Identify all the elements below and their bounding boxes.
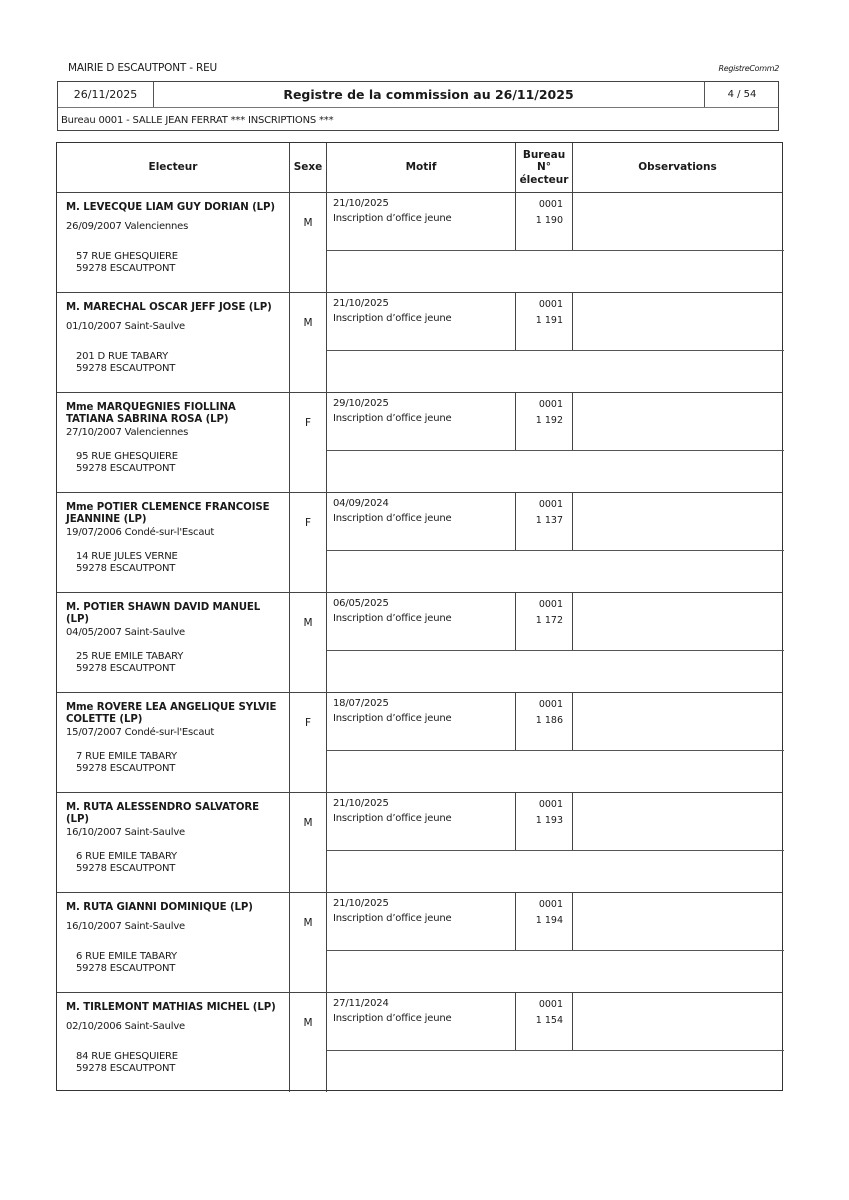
elector-number: 1 154	[535, 1015, 563, 1026]
elector-birth: 15/07/2007 Condé-sur-l'Escaut	[66, 727, 215, 738]
motif-date: 21/10/2025	[333, 898, 389, 909]
motif-date: 29/10/2025	[333, 398, 389, 409]
motif-row	[327, 593, 784, 651]
motif-cell	[327, 993, 516, 1050]
elector-number: 1 194	[535, 915, 563, 926]
electeur-cell	[57, 393, 290, 492]
header-date: 26/11/2025	[58, 82, 154, 107]
header-title-row	[58, 82, 778, 108]
notes-cell	[327, 651, 782, 692]
bureau-cell	[516, 793, 573, 850]
address-city: 59278 ESCAUTPONT	[76, 563, 176, 574]
motif-row	[327, 893, 784, 951]
elector-name: Mme ROVERE LEA ANGELIQUE SYLVIE COLETTE (LP)	[66, 702, 277, 725]
motif-row	[327, 793, 784, 851]
notes-cell	[327, 451, 782, 492]
address-city: 59278 ESCAUTPONT	[76, 963, 176, 974]
motif-text: Inscription d’office jeune	[333, 413, 452, 424]
bureau-cell	[516, 193, 573, 250]
elector-name: M. RUTA GIANNI DOMINIQUE (LP)	[66, 902, 253, 913]
elector-birth: 16/10/2007 Saint-Saulve	[66, 827, 185, 838]
bureau-code: 0001	[538, 199, 563, 210]
elector-name: Mme POTIER CLEMENCE FRANCOISE JEANNINE (LP)	[66, 502, 270, 525]
motif-date: 21/10/2025	[333, 198, 389, 209]
address-city: 59278 ESCAUTPONT	[76, 863, 176, 874]
motif-text: Inscription d’office jeune	[333, 1013, 452, 1024]
document-header	[57, 81, 779, 131]
address-street: 57 RUE GHESQUIERE	[76, 251, 178, 262]
motif-row	[327, 993, 784, 1051]
table-row	[57, 193, 782, 293]
elector-birth: 19/07/2006 Condé-sur-l'Escaut	[66, 527, 215, 538]
address-street: 6 RUE EMILE TABARY	[76, 851, 177, 862]
column-header-sexe: Sexe	[290, 143, 327, 192]
motif-cell	[327, 293, 516, 350]
motif-cell	[327, 193, 516, 250]
registry-table	[56, 142, 783, 1091]
electeur-cell	[57, 993, 290, 1092]
notes-cell	[327, 1051, 782, 1092]
sexe-cell: M	[290, 993, 327, 1092]
electeur-cell	[57, 693, 290, 792]
table-row	[57, 293, 782, 393]
elector-birth: 27/10/2007 Valenciennes	[66, 427, 189, 438]
observations-cell	[573, 693, 782, 750]
bureau-code: 0001	[538, 699, 563, 710]
motif-date: 21/10/2025	[333, 298, 389, 309]
address-street: 201 D RUE TABARY	[76, 351, 169, 362]
motif-date: 06/05/2025	[333, 598, 389, 609]
observations-cell	[573, 993, 782, 1050]
elector-number: 1 192	[535, 415, 563, 426]
electeur-cell	[57, 793, 290, 892]
sexe-cell: F	[290, 493, 327, 592]
elector-birth: 26/09/2007 Valenciennes	[66, 221, 189, 232]
observations-cell	[573, 293, 782, 350]
motif-text: Inscription d’office jeune	[333, 713, 452, 724]
notes-cell	[327, 851, 782, 892]
elector-address	[76, 351, 175, 375]
bureau-code: 0001	[538, 299, 563, 310]
sexe-cell: F	[290, 693, 327, 792]
bureau-cell	[516, 893, 573, 950]
bureau-cell	[516, 393, 573, 450]
motif-cell	[327, 693, 516, 750]
motif-cell	[327, 793, 516, 850]
table-row	[57, 693, 782, 793]
elector-address	[76, 551, 178, 575]
column-header-bureau	[516, 143, 573, 192]
address-street: 84 RUE GHESQUIERE	[76, 1051, 178, 1062]
sexe-cell: M	[290, 193, 327, 292]
bureau-code: 0001	[538, 799, 563, 810]
report-reference: RegistreComm2	[718, 64, 779, 73]
electeur-cell	[57, 893, 290, 992]
motif-text: Inscription d’office jeune	[333, 613, 452, 624]
bureau-code: 0001	[538, 499, 563, 510]
address-city: 59278 ESCAUTPONT	[76, 263, 176, 274]
electeur-cell	[57, 193, 290, 292]
table-row	[57, 793, 782, 893]
elector-number: 1 190	[535, 215, 563, 226]
notes-cell	[327, 551, 782, 592]
bureau-code: 0001	[538, 899, 563, 910]
elector-address	[76, 651, 183, 675]
address-street: 95 RUE GHESQUIERE	[76, 451, 178, 462]
observations-cell	[573, 493, 782, 550]
elector-name: M. MARECHAL OSCAR JEFF JOSE (LP)	[66, 302, 272, 313]
motif-text: Inscription d’office jeune	[333, 813, 452, 824]
elector-birth: 01/10/2007 Saint-Saulve	[66, 321, 185, 332]
motif-row	[327, 493, 784, 551]
motif-cell	[327, 593, 516, 650]
address-city: 59278 ESCAUTPONT	[76, 463, 176, 474]
motif-cell	[327, 893, 516, 950]
observations-cell	[573, 193, 782, 250]
sexe-cell: M	[290, 893, 327, 992]
bureau-cell	[516, 593, 573, 650]
elector-name: M. LEVECQUE LIAM GUY DORIAN (LP)	[66, 202, 275, 213]
column-header-bureau-line2: N°	[536, 161, 552, 174]
electeur-cell	[57, 593, 290, 692]
elector-address	[76, 251, 178, 275]
motif-text: Inscription d’office jeune	[333, 913, 452, 924]
motif-date: 18/07/2025	[333, 698, 389, 709]
column-header-electeur: Electeur	[57, 143, 290, 192]
bureau-cell	[516, 493, 573, 550]
page-title: Registre de la commission au 26/11/2025	[283, 87, 574, 102]
motif-date: 27/11/2024	[333, 998, 389, 1009]
elector-number: 1 191	[535, 315, 563, 326]
bureau-cell	[516, 293, 573, 350]
electeur-cell	[57, 293, 290, 392]
bureau-code: 0001	[538, 599, 563, 610]
table-row	[57, 393, 782, 493]
column-header-observations: Observations	[638, 161, 717, 174]
bureau-line: Bureau 0001 - SALLE JEAN FERRAT *** INSCRIPTIONS ***	[61, 114, 334, 126]
motif-cell	[327, 493, 516, 550]
motif-date: 04/09/2024	[333, 498, 389, 509]
motif-text: Inscription d’office jeune	[333, 513, 452, 524]
motif-date: 21/10/2025	[333, 798, 389, 809]
notes-cell	[327, 951, 782, 992]
sexe-cell: F	[290, 393, 327, 492]
bureau-code: 0001	[538, 999, 563, 1010]
elector-number: 1 186	[535, 715, 563, 726]
electeur-cell	[57, 493, 290, 592]
motif-row	[327, 393, 784, 451]
elector-address	[76, 451, 178, 475]
motif-row	[327, 693, 784, 751]
sexe-cell: M	[290, 293, 327, 392]
observations-cell	[573, 893, 782, 950]
address-street: 25 RUE EMILE TABARY	[76, 651, 184, 662]
column-header-bureau-line3: électeur	[519, 173, 569, 186]
elector-name: M. POTIER SHAWN DAVID MANUEL (LP)	[66, 602, 261, 625]
elector-number: 1 193	[535, 815, 563, 826]
column-header-bureau-line1: Bureau	[522, 148, 566, 161]
elector-birth: 04/05/2007 Saint-Saulve	[66, 627, 185, 638]
address-city: 59278 ESCAUTPONT	[76, 763, 176, 774]
motif-text: Inscription d’office jeune	[333, 313, 452, 324]
address-street: 7 RUE EMILE TABARY	[76, 751, 177, 762]
observations-cell	[573, 393, 782, 450]
elector-number: 1 137	[535, 515, 563, 526]
elector-name: Mme MARQUEGNIES FIOLLINA TATIANA SABRINA ROSA (LP)	[66, 402, 236, 425]
address-street: 6 RUE EMILE TABARY	[76, 951, 177, 962]
elector-address	[76, 1051, 178, 1075]
bureau-code: 0001	[538, 399, 563, 410]
elector-address	[76, 951, 177, 975]
address-city: 59278 ESCAUTPONT	[76, 363, 176, 374]
motif-row	[327, 293, 784, 351]
organization-label: MAIRIE D ESCAUTPONT - REU	[68, 62, 217, 74]
address-city: 59278 ESCAUTPONT	[76, 663, 176, 674]
column-header-motif: Motif	[327, 143, 516, 192]
elector-name: M. TIRLEMONT MATHIAS MICHEL (LP)	[66, 1002, 276, 1013]
notes-cell	[327, 751, 782, 792]
table-row	[57, 493, 782, 593]
elector-number: 1 172	[535, 615, 563, 626]
motif-row	[327, 193, 784, 251]
table-header	[57, 143, 782, 193]
elector-address	[76, 851, 177, 875]
address-city: 59278 ESCAUTPONT	[76, 1063, 176, 1074]
elector-birth: 16/10/2007 Saint-Saulve	[66, 921, 185, 932]
table-row	[57, 993, 782, 1092]
table-row	[57, 593, 782, 693]
sexe-cell: M	[290, 593, 327, 692]
observations-cell	[573, 593, 782, 650]
bureau-cell	[516, 993, 573, 1050]
observations-cell	[573, 793, 782, 850]
elector-birth: 02/10/2006 Saint-Saulve	[66, 1021, 185, 1032]
table-row	[57, 893, 782, 993]
page-number: 4 / 54	[704, 82, 779, 107]
bureau-cell	[516, 693, 573, 750]
sexe-cell: M	[290, 793, 327, 892]
elector-address	[76, 751, 177, 775]
elector-name: M. RUTA ALESSENDRO SALVATORE (LP)	[66, 802, 260, 825]
notes-cell	[327, 251, 782, 292]
motif-text: Inscription d’office jeune	[333, 213, 452, 224]
address-street: 14 RUE JULES VERNE	[76, 551, 178, 562]
notes-cell	[327, 351, 782, 392]
motif-cell	[327, 393, 516, 450]
